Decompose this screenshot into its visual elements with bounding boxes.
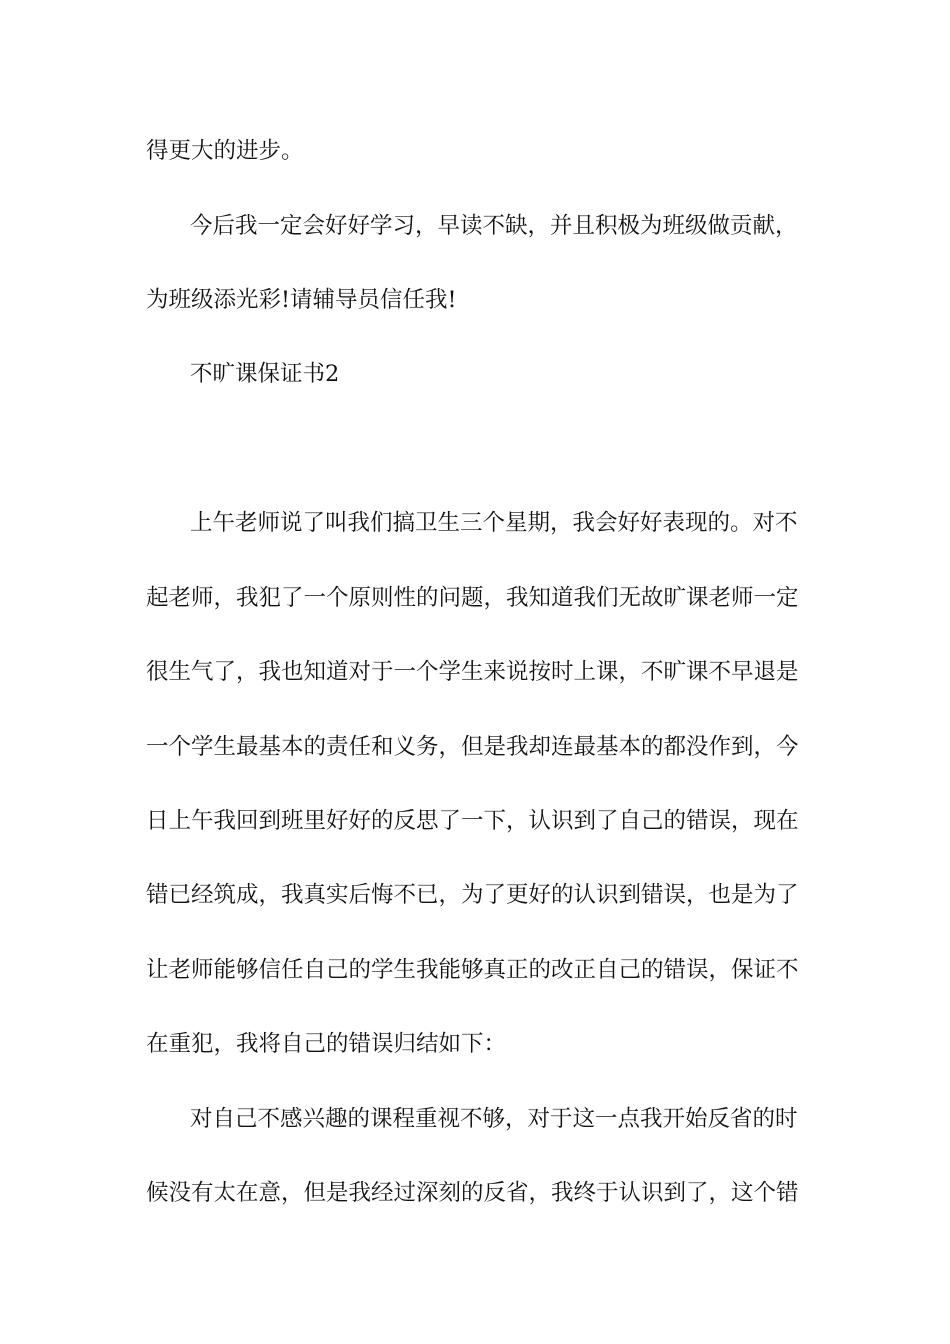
text-line: 候没有太在意，但是我经过深刻的反省，我终于认识到了，这个错	[146, 1180, 799, 1206]
paragraph-start: 上午老师说了叫我们搞卫生三个星期，我会好好表现的。对不	[190, 510, 798, 536]
text-line: 日上午我回到班里好好的反思了一下，认识到了自己的错误，现在	[146, 808, 799, 834]
text-line: 让老师能够信任自己的学生我能够真正的改正自己的错误，保证不	[146, 957, 799, 983]
text-line: 起老师，我犯了一个原则性的问题，我知道我们无故旷课老师一定	[146, 585, 799, 611]
text-line: 得更大的进步。	[146, 138, 304, 164]
text-line: 为班级添光彩!请辅导员信任我!	[146, 287, 457, 313]
text-line: 错已经筑成，我真实后悔不已，为了更好的认识到错误，也是为了	[146, 882, 799, 908]
text-line: 一个学生最基本的责任和义务，但是我却连最基本的都没作到，今	[146, 734, 799, 760]
paragraph-start: 对自己不感兴趣的课程重视不够，对于这一点我开始反省的时	[190, 1106, 798, 1132]
text-line: 很生气了，我也知道对于一个学生来说按时上课，不旷课不早退是	[146, 659, 799, 685]
paragraph-start: 今后我一定会好好学习，早读不缺，并且积极为班级做贡献，	[190, 213, 798, 239]
text-line: 在重犯，我将自己的错误归结如下：	[146, 1031, 507, 1057]
section-title: 不旷课保证书2	[190, 361, 340, 387]
